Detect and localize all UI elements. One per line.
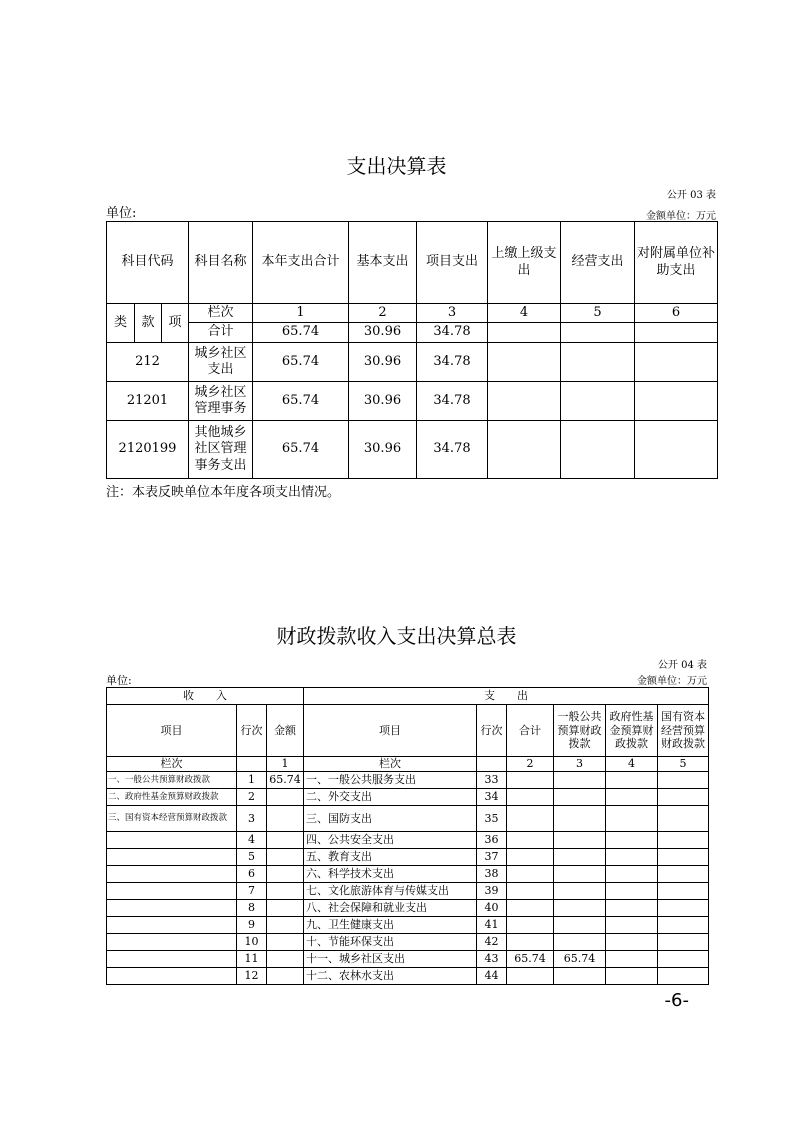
row-basic: 30.96 [349,343,417,382]
income-item: 三、国有资本经营预算财政拨款 [107,806,237,832]
row-total: 65.74 [253,421,349,479]
expense-total [507,934,554,951]
income-item [107,951,237,968]
table-row [107,772,709,789]
expense-state [658,772,709,789]
expense-total [507,789,554,806]
expense-general: 65.74 [554,951,606,968]
expense-item: 十、节能环保支出 [304,934,477,951]
total-cell: 65.74 [253,323,349,343]
income-item [107,883,237,900]
header-general: 一般公共预算财政拨款 [554,705,606,757]
income-amount: 65.74 [267,772,304,789]
empty-cell [477,757,507,772]
header-upper: 上缴上级支出 [488,222,561,304]
expense-fund [606,951,658,968]
col-num: 4 [606,757,658,772]
total-cell [488,323,561,343]
table-row [107,789,709,806]
income-row-no: 6 [237,866,267,883]
table2-code: 公开 04 表 [657,660,707,671]
col-num: 1 [267,757,304,772]
table-row [107,968,709,985]
expense-item: 一、一般公共服务支出 [304,772,477,789]
row-code: 21201 [107,382,189,421]
income-amount [267,832,304,849]
row-business [561,382,635,421]
income-amount [267,789,304,806]
col-num: 3 [554,757,606,772]
header-amount: 金额 [267,705,304,757]
empty-cell [237,757,267,772]
total-cell [635,323,718,343]
row-code: 2120199 [107,421,189,479]
table1-amount-unit: 金额单位：万元 [646,211,716,222]
expense-general [554,806,606,832]
expense-row-no: 43 [477,951,507,968]
col-num: 5 [658,757,709,772]
header-total: 本年支出合计 [253,222,349,304]
expense-row-no: 34 [477,789,507,806]
income-row-no: 11 [237,951,267,968]
expense-state [658,883,709,900]
income-row-no: 5 [237,849,267,866]
table-row [107,900,709,917]
expense-total [507,883,554,900]
income-row-no: 1 [237,772,267,789]
page-number: -6- [664,990,689,1011]
expense-total [507,806,554,832]
total-cell: 30.96 [349,323,417,343]
table1-unit-label: 单位: [106,206,137,221]
col-num: 6 [635,304,718,323]
expense-general [554,968,606,985]
total-cell: 34.78 [417,323,488,343]
table-row [107,382,718,421]
income-amount [267,806,304,832]
table-row [107,421,718,479]
expense-state [658,866,709,883]
expense-row-no: 39 [477,883,507,900]
income-amount [267,849,304,866]
expense-item: 五、教育支出 [304,849,477,866]
header-lanci: 栏次 [107,757,237,772]
income-item: 一、一般公共预算财政拨款 [107,772,237,789]
table1-code: 公开 03 表 [666,190,716,201]
income-row-no: 8 [237,900,267,917]
expense-total [507,832,554,849]
row-project: 34.78 [417,382,488,421]
expense-state [658,832,709,849]
expense-row-no: 33 [477,772,507,789]
header-total: 合计 [507,705,554,757]
income-row-no: 3 [237,806,267,832]
row-subsidy [635,343,718,382]
expense-fund [606,934,658,951]
expense-item: 四、公共安全支出 [304,832,477,849]
table2-title: 财政拨款收入支出决算总表 [276,624,517,648]
table-row [107,806,709,832]
expense-item: 八、社会保障和就业支出 [304,900,477,917]
table-row [107,951,709,968]
income-item [107,968,237,985]
expense-general [554,900,606,917]
expense-fund [606,917,658,934]
expense-total [507,900,554,917]
expense-state [658,968,709,985]
expense-general [554,789,606,806]
expense-total [507,866,554,883]
expense-fund [606,772,658,789]
expense-general [554,832,606,849]
expense-fund [606,832,658,849]
income-row-no: 4 [237,832,267,849]
header-project: 项目支出 [417,222,488,304]
expense-state [658,849,709,866]
expense-state [658,806,709,832]
header-lanci: 栏次 [189,304,253,323]
table-row [107,343,718,382]
expense-item: 十二、农林水支出 [304,968,477,985]
expense-total [507,917,554,934]
row-basic: 30.96 [349,421,417,479]
expense-row-no: 37 [477,849,507,866]
header-code: 科目代码 [107,222,189,304]
header-name: 科目名称 [189,222,253,304]
header-lei: 类 [107,304,135,343]
table1-title: 支出决算表 [346,154,447,178]
income-header: 收 入 [107,688,304,705]
expense-item: 三、国防支出 [304,806,477,832]
col-num: 5 [561,304,635,323]
expense-item: 六、科学技术支出 [304,866,477,883]
fiscal-allocation-table [106,687,709,985]
header-xiang: 项 [162,304,189,343]
row-total: 65.74 [253,343,349,382]
expense-state [658,789,709,806]
table-row [107,832,709,849]
row-name: 城乡社区支出 [189,343,253,382]
expense-fund [606,849,658,866]
income-row-no: 2 [237,789,267,806]
income-item [107,934,237,951]
expense-row-no: 42 [477,934,507,951]
row-business [561,421,635,479]
row-upper [488,382,561,421]
header-item: 项目 [107,705,237,757]
expense-total [507,772,554,789]
income-item [107,917,237,934]
income-item [107,832,237,849]
col-num: 3 [417,304,488,323]
row-subsidy [635,382,718,421]
row-project: 34.78 [417,343,488,382]
header-fund: 政府性基金预算财政拨款 [606,705,658,757]
income-row-no: 9 [237,917,267,934]
expense-header: 支 出 [304,688,709,705]
row-project: 34.78 [417,421,488,479]
expense-total [507,849,554,866]
header-state: 国有资本经营预算财政拨款 [658,705,709,757]
expense-row-no: 38 [477,866,507,883]
expense-row-no: 44 [477,968,507,985]
expense-state [658,951,709,968]
expense-general [554,934,606,951]
row-total: 65.74 [253,382,349,421]
income-amount [267,934,304,951]
expense-item: 九、卫生健康支出 [304,917,477,934]
income-row-no: 10 [237,934,267,951]
table-row [107,849,709,866]
income-amount [267,951,304,968]
expense-fund [606,900,658,917]
header-row-no: 行次 [237,705,267,757]
header-basic: 基本支出 [349,222,417,304]
expense-general [554,917,606,934]
expense-total: 65.74 [507,951,554,968]
row-basic: 30.96 [349,382,417,421]
expense-general [554,849,606,866]
row-business [561,343,635,382]
income-amount [267,900,304,917]
table-row [107,917,709,934]
expense-general [554,772,606,789]
expense-total [507,968,554,985]
row-name: 城乡社区管理事务 [189,382,253,421]
row-name: 其他城乡社区管理事务支出 [189,421,253,479]
header-item2: 项目 [304,705,477,757]
expense-item: 七、文化旅游体育与传媒支出 [304,883,477,900]
col-num: 4 [488,304,561,323]
income-row-no: 12 [237,968,267,985]
expense-item: 十一、城乡社区支出 [304,951,477,968]
expense-state [658,900,709,917]
income-item [107,849,237,866]
income-amount [267,866,304,883]
expense-fund [606,806,658,832]
row-upper [488,421,561,479]
expense-row-no: 36 [477,832,507,849]
income-amount [267,917,304,934]
expense-general [554,866,606,883]
expense-state [658,934,709,951]
income-item: 二、政府性基金预算财政拨款 [107,789,237,806]
col-num: 2 [349,304,417,323]
total-cell [561,323,635,343]
income-row-no: 7 [237,883,267,900]
col-num: 1 [253,304,349,323]
income-item [107,900,237,917]
expense-general [554,883,606,900]
table-row [107,934,709,951]
expense-item: 二、外交支出 [304,789,477,806]
expense-row-no: 41 [477,917,507,934]
expense-fund [606,789,658,806]
table2-amount-unit: 金额单位：万元 [637,676,707,687]
income-amount [267,968,304,985]
col-num: 2 [507,757,554,772]
table-row [107,866,709,883]
expense-fund [606,866,658,883]
expense-row-no: 40 [477,900,507,917]
header-business: 经营支出 [561,222,635,304]
income-amount [267,883,304,900]
expense-state [658,917,709,934]
table1-note: 注：本表反映单位本年度各项支出情况。 [106,485,341,500]
income-item [107,866,237,883]
header-heji: 合计 [189,323,253,343]
expense-fund [606,883,658,900]
expense-row-no: 35 [477,806,507,832]
row-upper [488,343,561,382]
expense-fund [606,968,658,985]
row-code: 212 [107,343,189,382]
expenditure-table [106,221,718,479]
row-subsidy [635,421,718,479]
header-subsidy: 对附属单位补助支出 [635,222,718,304]
header-lanci2: 栏次 [304,757,477,772]
header-kuan: 款 [135,304,162,343]
table-row [107,883,709,900]
header-row-no2: 行次 [477,705,507,757]
table2-unit-label: 单位: [106,674,132,687]
